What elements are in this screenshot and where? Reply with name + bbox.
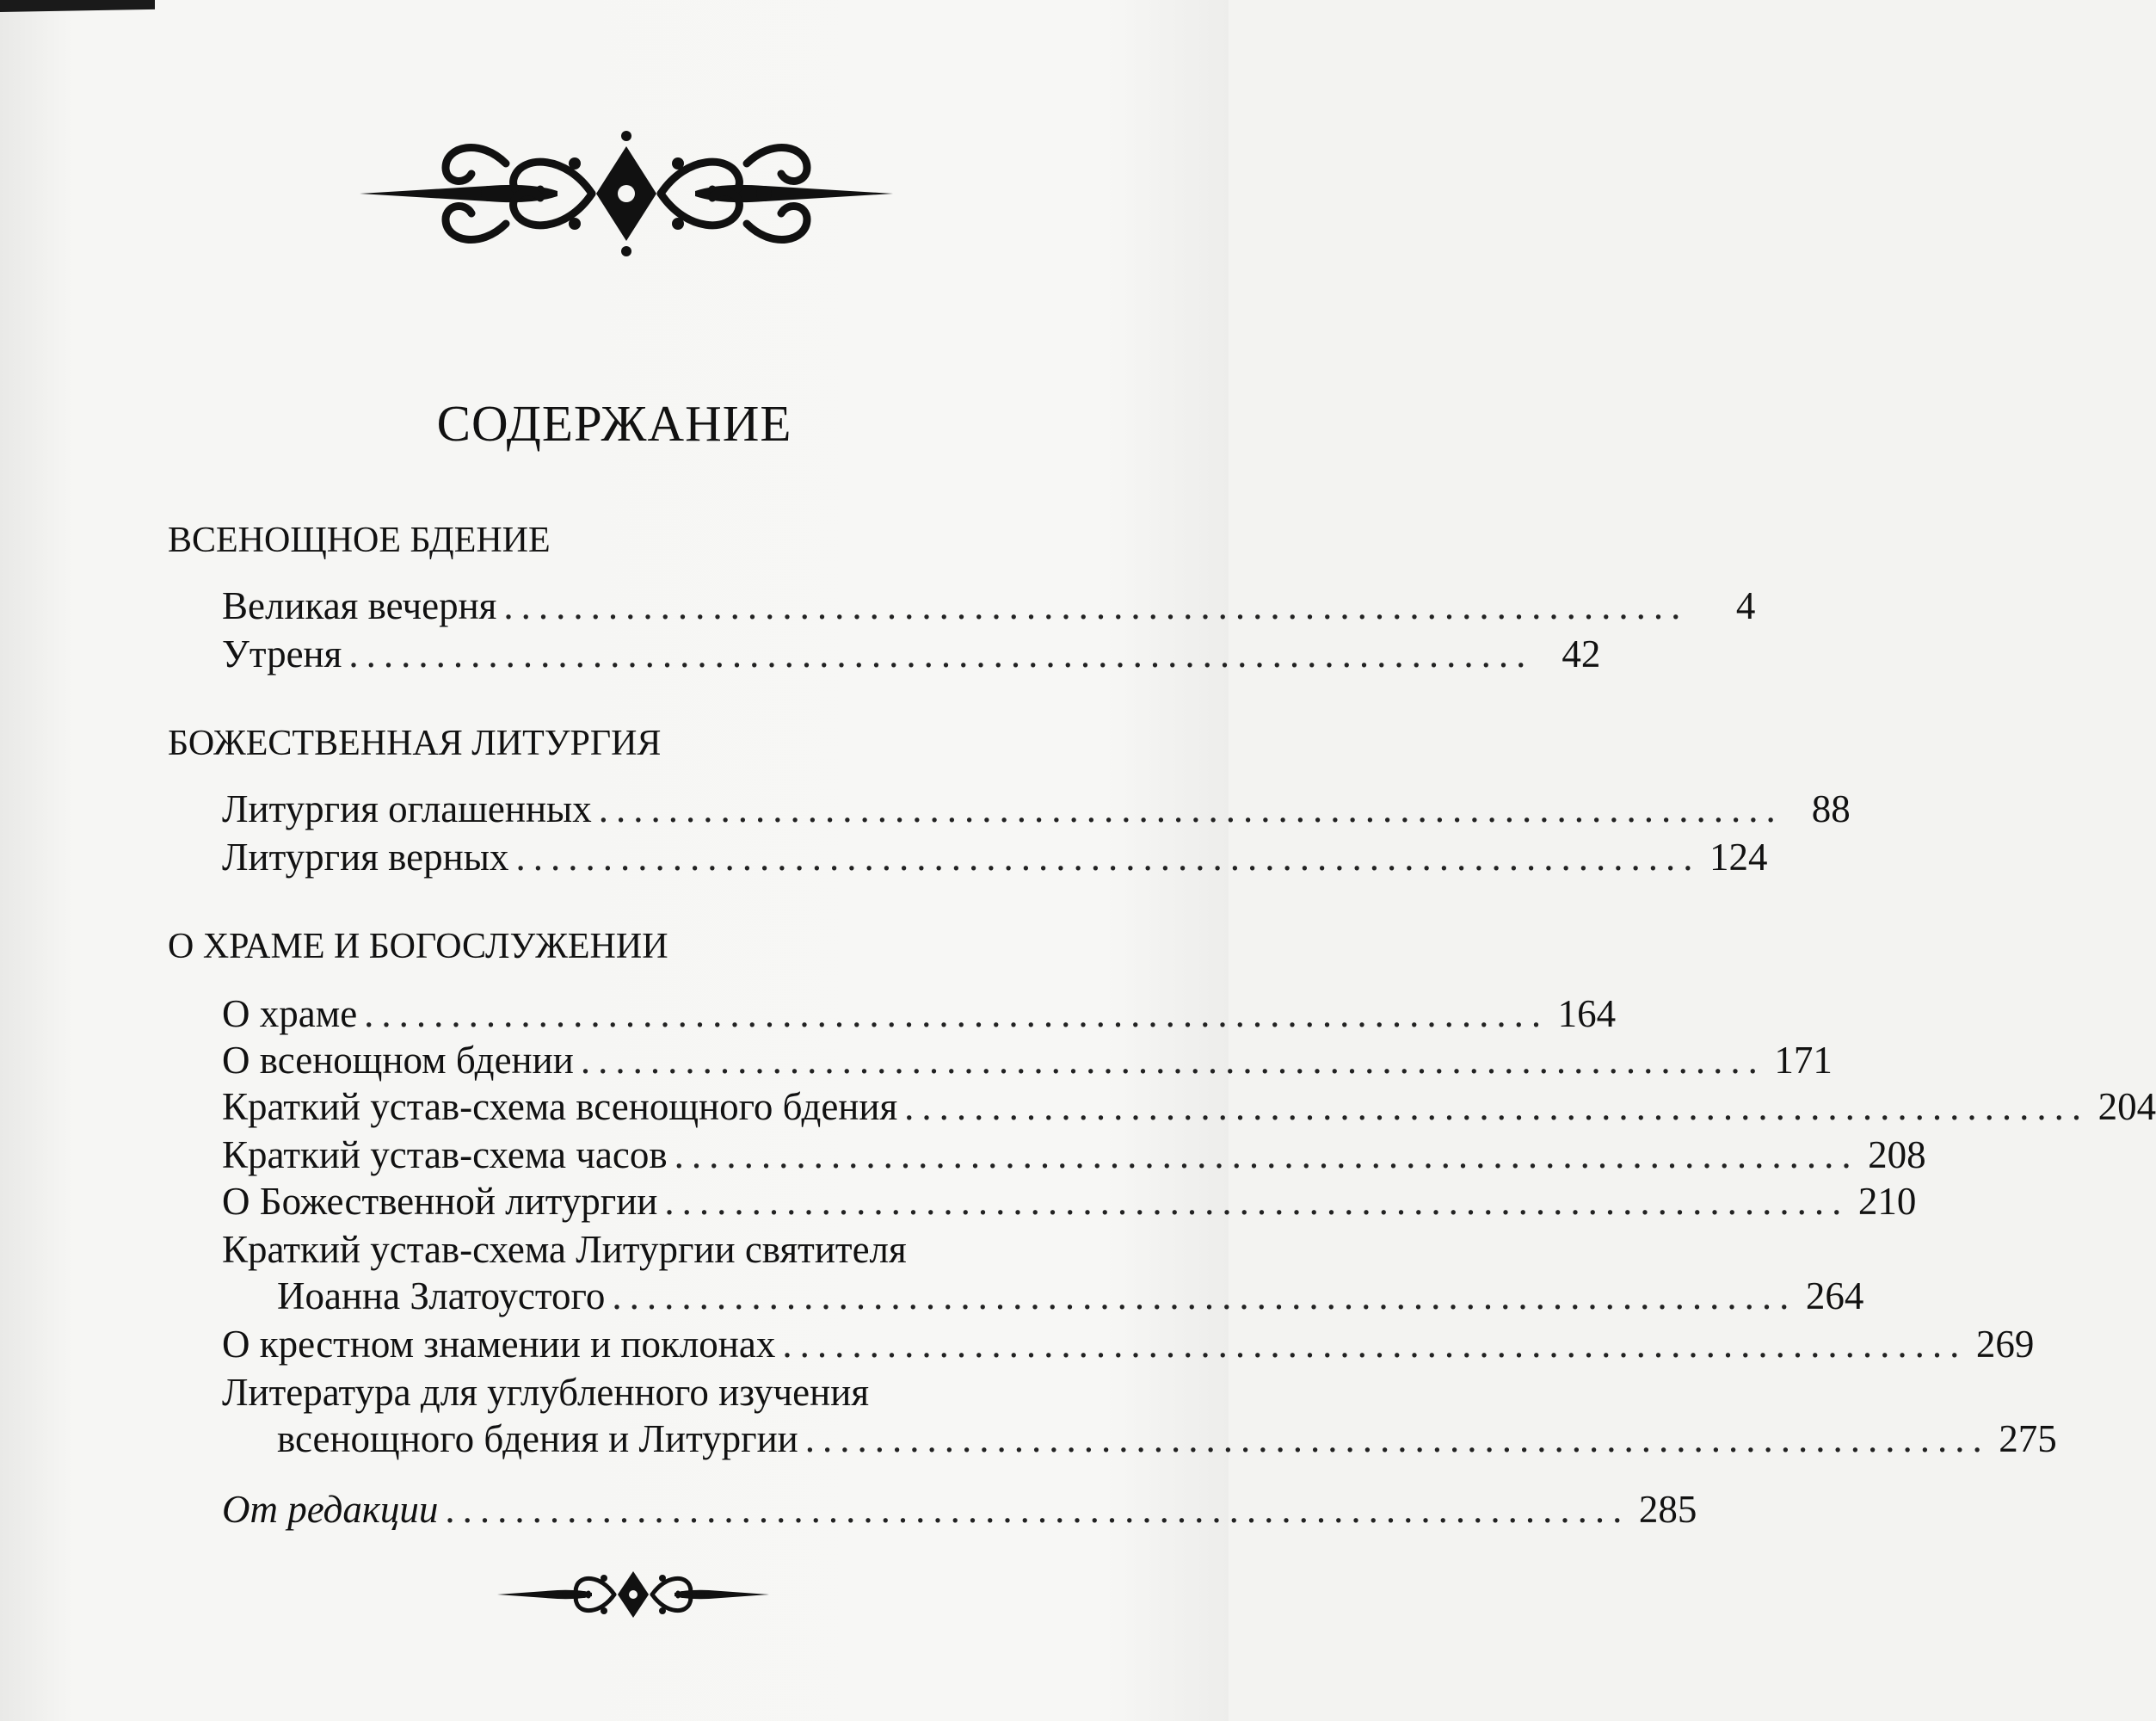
toc-entry-label: Литургия оглашенных	[222, 787, 592, 830]
toc-entry[interactable]	[222, 835, 1768, 881]
leader-dots: ....................................................................	[503, 584, 1689, 627]
toc-entry-page: 210	[1857, 1180, 1917, 1223]
toc-entry-label: О храме	[222, 992, 358, 1035]
toc-entry-page: 285	[1638, 1488, 1697, 1531]
leader-dots: ....................................................................	[612, 1274, 1797, 1317]
toc-entry-label-line1[interactable]: Литература для углубленного изучения	[222, 1371, 870, 1414]
leader-dots: ....................................................................	[348, 632, 1534, 675]
toc-entry-label: От редакции	[222, 1488, 439, 1531]
leader-dots: ....................................................................	[445, 1488, 1630, 1531]
page-title: СОДЕРЖАНИЕ	[436, 395, 792, 452]
leader-dots: ....................................................................	[904, 1085, 2090, 1128]
toc-entry-editorial[interactable]	[222, 1487, 1697, 1533]
section-heading-vsenoshchnoe: ВСЕНОЩНОЕ БДЕНИЕ	[168, 521, 551, 560]
toc-entry[interactable]	[222, 1084, 2156, 1131]
toc-entry-label-continuation: всенощного бдения и Литургии	[277, 1417, 798, 1460]
toc-entry-page: 275	[1999, 1417, 2057, 1460]
toc-entry[interactable]	[222, 1179, 1917, 1225]
leader-dots: ....................................................................	[598, 787, 1783, 830]
toc-entry[interactable]	[222, 1038, 1833, 1084]
toc-entry-label-continuation: Иоанна Златоустого	[277, 1274, 606, 1317]
section-heading-liturgiya: БОЖЕСТВЕННАЯ ЛИТУРГИЯ	[168, 724, 662, 763]
toc-entry-label: Утреня	[222, 632, 342, 675]
toc-entry-page: 204	[2097, 1085, 2156, 1128]
toc-entry-page: 164	[1557, 992, 1617, 1035]
toc-entry[interactable]	[277, 1416, 2057, 1463]
toc-entry-page: 4	[1735, 584, 1756, 627]
toc-entry-label: О всенощном бдении	[222, 1039, 574, 1082]
toc-entry[interactable]	[222, 632, 1601, 678]
ornament-top-icon	[360, 129, 893, 258]
toc-entry[interactable]	[222, 1322, 2035, 1368]
toc-entry[interactable]	[222, 786, 1851, 833]
toc-entry-label: Краткий устав-схема часов	[222, 1133, 668, 1176]
leader-dots: ....................................................................	[782, 1323, 1968, 1366]
leader-dots: ....................................................................	[804, 1417, 1990, 1460]
toc-entry-label: Великая вечерня	[222, 584, 497, 627]
leader-dots: ....................................................................	[580, 1039, 1765, 1082]
toc-entry-page: 124	[1709, 836, 1768, 879]
toc-entry-label-line1[interactable]: Краткий устав-схема Литургии святителя	[222, 1228, 907, 1271]
leader-dots: ....................................................................	[664, 1180, 1850, 1223]
toc-entry[interactable]	[222, 583, 1756, 630]
leader-dots: ....................................................................	[364, 992, 1549, 1035]
toc-entry-page: 88	[1811, 787, 1851, 830]
leader-dots: ....................................................................	[515, 836, 1701, 879]
toc-entry[interactable]	[277, 1274, 1864, 1320]
page-corner-shadow	[0, 0, 155, 12]
ornament-bottom-icon	[497, 1564, 769, 1625]
toc-entry[interactable]	[222, 1132, 1926, 1179]
toc-entry-page: 269	[1975, 1323, 2035, 1366]
toc-entry-label: О Божественной литургии	[222, 1180, 658, 1223]
toc-entry[interactable]	[222, 991, 1617, 1038]
section-heading-khram: О ХРАМЕ И БОГОСЛУЖЕНИИ	[168, 927, 668, 966]
toc-entry-page: 264	[1805, 1274, 1864, 1317]
toc-entry-label: Краткий устав-схема всенощного бдения	[222, 1085, 898, 1128]
toc-entry-page: 42	[1562, 632, 1601, 675]
leader-dots: ....................................................................	[674, 1133, 1859, 1176]
toc-entry-page: 171	[1774, 1039, 1833, 1082]
toc-entry-page: 208	[1868, 1133, 1926, 1176]
toc-entry-label: Литургия верных	[222, 836, 509, 879]
toc-entry-label: О крестном знамении и поклонах	[222, 1323, 776, 1366]
